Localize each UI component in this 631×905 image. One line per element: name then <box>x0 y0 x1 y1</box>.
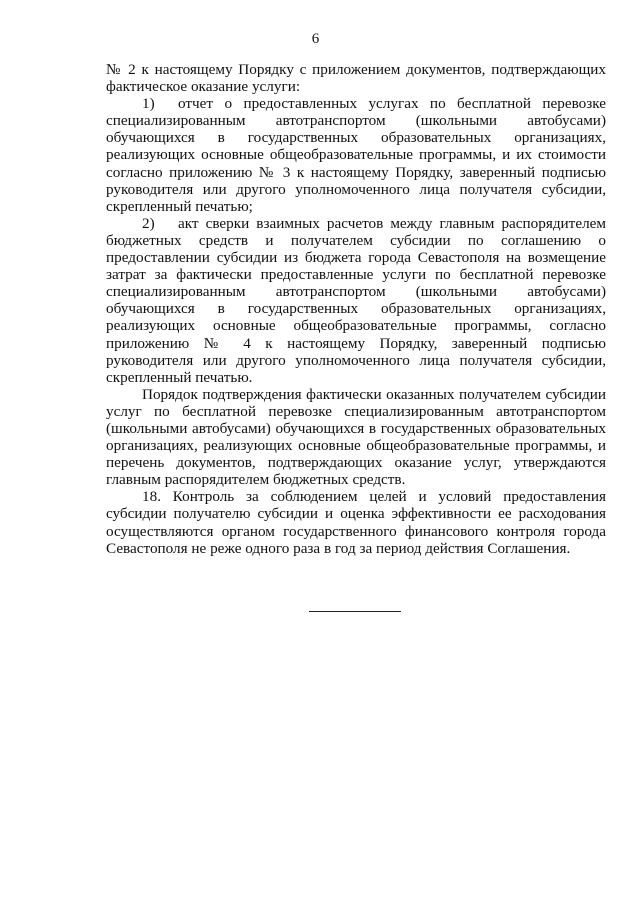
procedure-paragraph: Порядок подтверждения фактически оказанных получателем субсидии услуг по бесплатной перевозке специализированным автотранспортом (школьными автобусами) обучающихся в государственных образовательных организациях, реализующих основные общеобразовательные программы, и перечень документов, подтверждающих оказание услуг, утверждаются главным распорядителем бюджетных средств. <box>106 385 606 489</box>
intro-paragraph: № 2 к настоящему Порядку с приложением документов, подтверждающих фактическое оказание услуги: <box>106 61 606 96</box>
page-number: 6 <box>311 31 320 47</box>
document-body <box>106 61 606 557</box>
end-of-document-rule <box>309 611 401 612</box>
list-item-2-text: акт сверки взаимных расчетов между главным распорядителем бюджетных средств и получателем субсидии по соглашению о предоставлении субсидии из бюджета города Севастополя на возмещение затрат за фактически предоставленные услуги по бесплатной перевозке специализированным автотранспортом (школьными автобусами) обучающихся в государственных образовательных организациях, реализующих основные общеобразовательные программы, согласно приложению № 4 к настоящему Порядку, заверенный подписью руководителя или другого уполномоченного лица получателя субсидии, скрепленный печатью. <box>106 214 606 386</box>
list-item-1-text: отчет о предоставленных услугах по бесплатной перевозке специализированным автотранспортом (школьными автобусами) обучающихся в государственных образовательных организациях, реализующих основные общеобразовательные программы, и их стоимости согласно приложению № 3 к настоящему Порядку, заверенный подписью руководителя или другого уполномоченного лица получателя субсидии, скрепленный печатью; <box>106 95 606 215</box>
clause-18-paragraph: 18. Контроль за соблюдением целей и условий предоставления субсидии получателю субсидии и оценка эффективности ее расходования осуществляются органом государственного финансового контроля города Севастополя не реже одного раза в год за период действия Соглашения. <box>106 488 606 557</box>
list-item-1-number: 1) <box>142 95 155 113</box>
list-item-2 <box>106 215 606 386</box>
list-item-1 <box>106 95 606 215</box>
list-item-2-number: 2) <box>142 214 155 232</box>
